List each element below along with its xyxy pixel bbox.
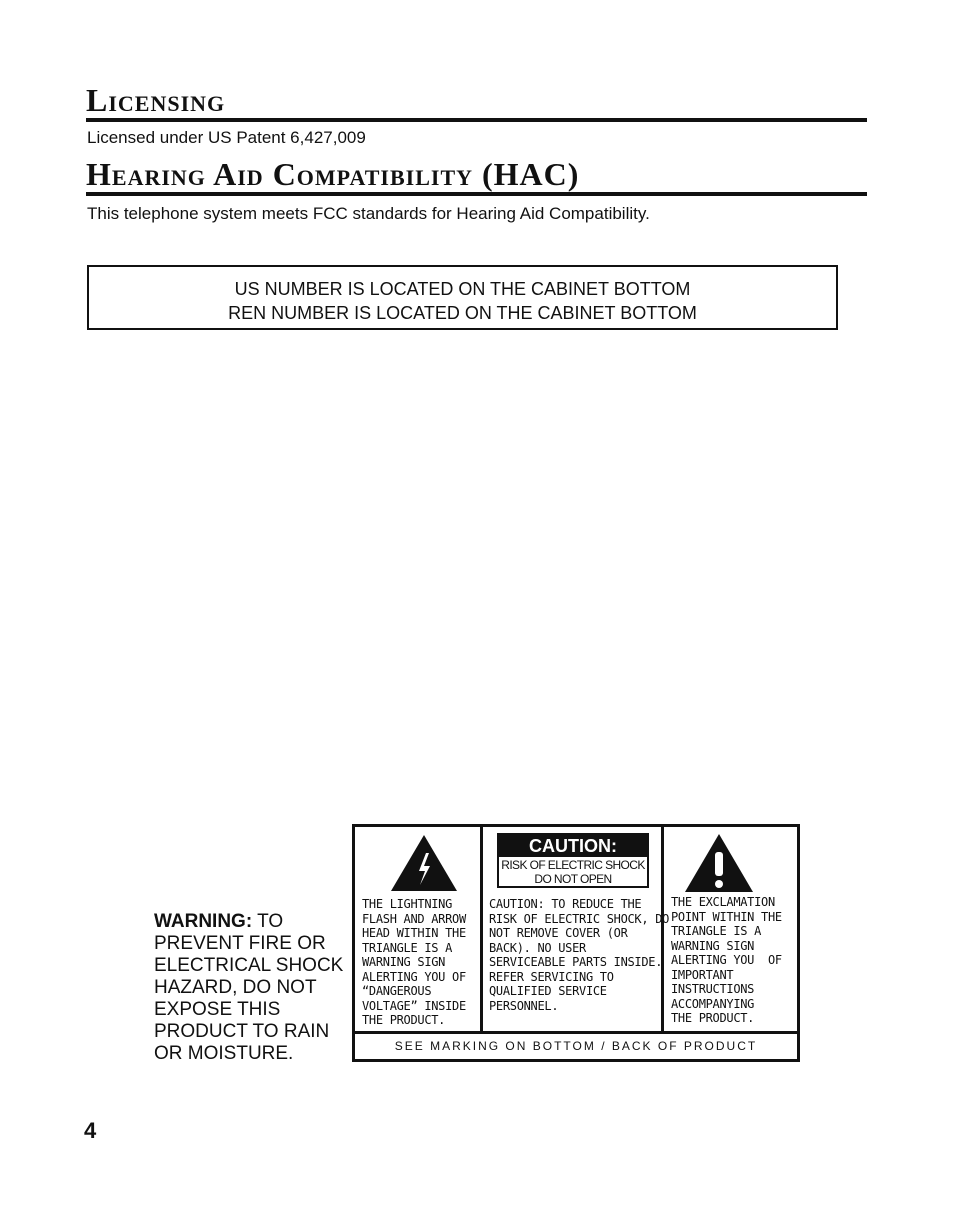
- exclamation-explanation: THE EXCLAMATION POINT WITHIN THE TRIANGLE IS A WARNING SIGN ALERTING YOU OF IMPORTANT INSTRUCTIONS ACCOMPANYING THE PRODUCT.: [671, 895, 782, 1025]
- caution-box: [497, 833, 649, 888]
- exclamation-triangle-icon: [683, 832, 755, 894]
- caution-label: [352, 824, 800, 1062]
- caution-explanation: CAUTION: TO REDUCE THE RISK OF ELECTRIC SHOCK, DO NOT REMOVE COVER (OR BACK). NO USER SERVICEABLE PARTS INSIDE. REFER SERVICING TO QUALIFIED SERVICE PERSONNEL.: [489, 897, 670, 1013]
- exclamation-column: [664, 827, 797, 1031]
- lightning-column: [355, 827, 483, 1031]
- lightning-explanation: THE LIGHTNING FLASH AND ARROW HEAD WITHIN THE TRIANGLE IS A WARNING SIGN ALERTING YOU OF “DANGEROUS VOLTAGE” INSIDE THE PRODUCT.: [362, 897, 466, 1027]
- caution-title: CAUTION:: [499, 835, 647, 857]
- caution-sub-line1: RISK OF ELECTRIC SHOCK: [501, 858, 645, 872]
- hac-text: This telephone system meets FCC standards for Hearing Aid Compatibility.: [87, 204, 650, 223]
- warning-text: [154, 911, 350, 1065]
- licensing-text: Licensed under US Patent 6,427,009: [87, 128, 366, 147]
- page-number: 4: [84, 1118, 97, 1143]
- caution-column: [483, 827, 670, 1031]
- licensing-heading: Licensing: [86, 84, 867, 122]
- caution-sub-line2: DO NOT OPEN: [534, 872, 612, 886]
- marking-note: SEE MARKING ON BOTTOM / BACK OF PRODUCT: [355, 1031, 797, 1059]
- warning-body: TO PREVENT FIRE OR ELECTRICAL SHOCK HAZARD, DO NOT EXPOSE THIS PRODUCT TO RAIN OR MOISTURE.: [154, 911, 344, 1064]
- hac-heading: Hearing Aid Compatibility (HAC): [86, 158, 867, 196]
- ren-number-line: REN NUMBER IS LOCATED ON THE CABINET BOTTOM: [228, 303, 697, 323]
- us-number-line: US NUMBER IS LOCATED ON THE CABINET BOTTOM: [234, 279, 691, 299]
- warning-label: WARNING:: [154, 911, 253, 932]
- caution-subtitle: [499, 858, 647, 886]
- number-location-box: [87, 265, 838, 330]
- lightning-triangle-icon: [389, 833, 459, 893]
